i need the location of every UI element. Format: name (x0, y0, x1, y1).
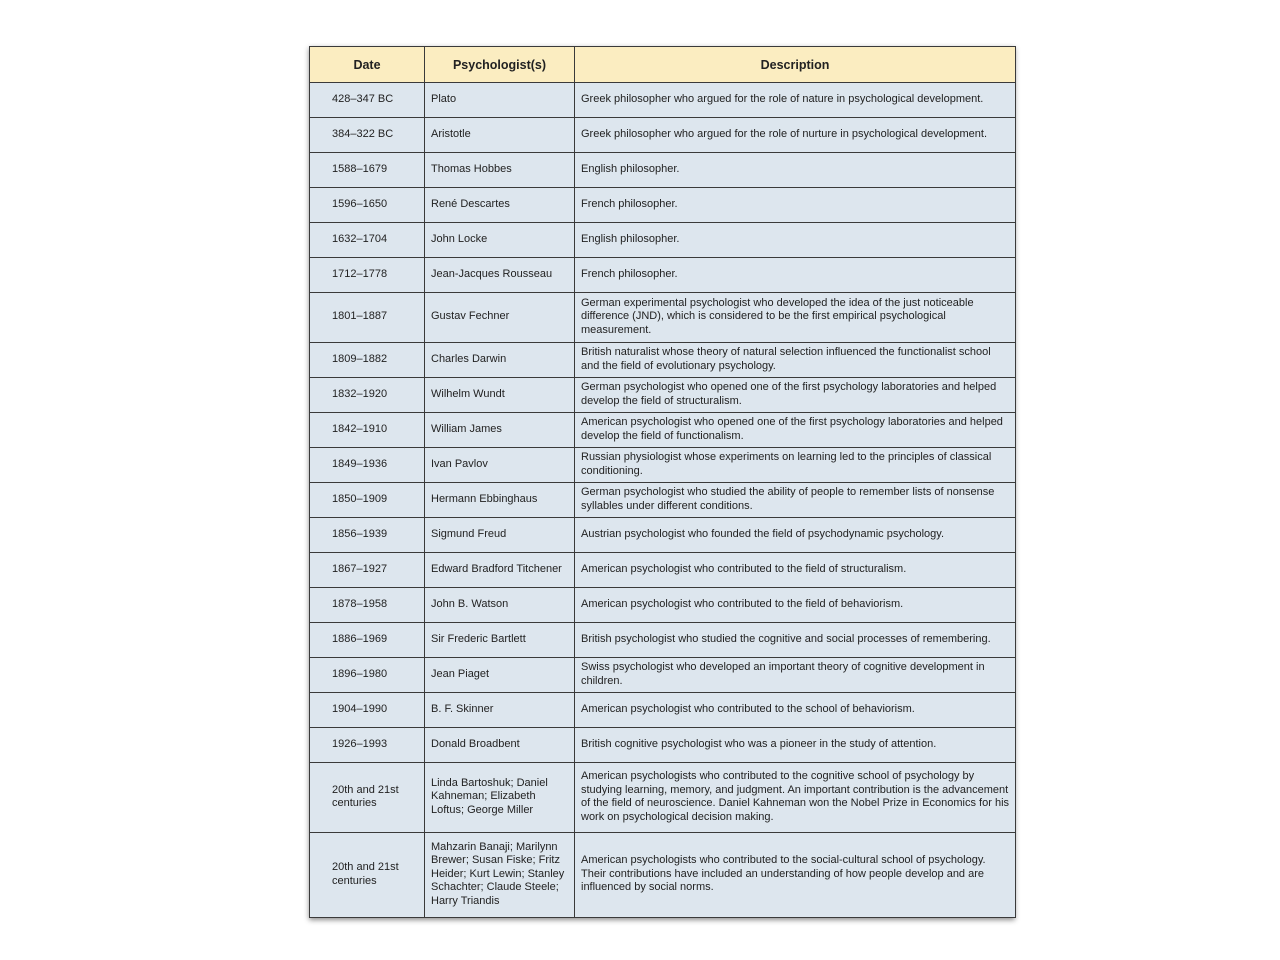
description-cell: British naturalist whose theory of natural selection influenced the functionalist school and the field of evolutionary psychology. (575, 343, 1016, 378)
table-row (310, 258, 1016, 293)
date-cell: 1712–1778 (310, 258, 425, 293)
psychologist-cell: Donald Broadbent (425, 728, 575, 763)
table-row (310, 343, 1016, 378)
table-row (310, 223, 1016, 258)
table-row (310, 83, 1016, 118)
description-cell: British psychologist who studied the cognitive and social processes of remembering. (575, 623, 1016, 658)
table-row (310, 153, 1016, 188)
description-cell: Greek philosopher who argued for the role of nature in psychological development. (575, 83, 1016, 118)
description-cell: English philosopher. (575, 223, 1016, 258)
psychologist-cell: John B. Watson (425, 588, 575, 623)
table-row (310, 763, 1016, 833)
table-row (310, 413, 1016, 448)
date-cell: 1801–1887 (310, 293, 425, 343)
psychologist-cell: Gustav Fechner (425, 293, 575, 343)
psychologist-cell: B. F. Skinner (425, 693, 575, 728)
description-cell: American psychologist who contributed to the school of behaviorism. (575, 693, 1016, 728)
psychologist-cell: William James (425, 413, 575, 448)
date-cell: 1850–1909 (310, 483, 425, 518)
table-header (310, 47, 1016, 83)
date-cell: 1849–1936 (310, 448, 425, 483)
psychologist-cell: Edward Bradford Titchener (425, 553, 575, 588)
date-cell: 1904–1990 (310, 693, 425, 728)
history-table-container (309, 46, 1015, 918)
psychologist-cell: Plato (425, 83, 575, 118)
table-row (310, 483, 1016, 518)
table-row (310, 293, 1016, 343)
header-row (310, 47, 1016, 83)
table-row (310, 728, 1016, 763)
psychologist-cell: Wilhelm Wundt (425, 378, 575, 413)
description-cell: American psychologists who contributed to the social-cultural school of psychology. Their contributions have included an understanding of how people develop and are influenced by social norms. (575, 833, 1016, 918)
date-cell: 1886–1969 (310, 623, 425, 658)
date-cell: 20th and 21st centuries (310, 763, 425, 833)
date-cell: 1856–1939 (310, 518, 425, 553)
psychologist-cell: Thomas Hobbes (425, 153, 575, 188)
description-cell: Russian physiologist whose experiments on learning led to the principles of classical conditioning. (575, 448, 1016, 483)
date-cell: 384–322 BC (310, 118, 425, 153)
table-row (310, 118, 1016, 153)
psychologist-cell: Charles Darwin (425, 343, 575, 378)
date-cell: 1896–1980 (310, 658, 425, 693)
table-row (310, 448, 1016, 483)
description-cell: Swiss psychologist who developed an important theory of cognitive development in children. (575, 658, 1016, 693)
description-cell: German experimental psychologist who developed the idea of the just noticeable difference (JND), which is considered to be the first empirical psychological measurement. (575, 293, 1016, 343)
date-cell: 1832–1920 (310, 378, 425, 413)
psychologist-cell: Aristotle (425, 118, 575, 153)
description-cell: English philosopher. (575, 153, 1016, 188)
date-cell: 20th and 21st centuries (310, 833, 425, 918)
header-description: Description (575, 47, 1016, 83)
header-date: Date (310, 47, 425, 83)
table-row (310, 518, 1016, 553)
description-cell: French philosopher. (575, 258, 1016, 293)
psychologist-cell: Mahzarin Banaji; Marilynn Brewer; Susan Fiske; Fritz Heider; Kurt Lewin; Stanley Schachter; Claude Steele; Harry Triandis (425, 833, 575, 918)
date-cell: 1878–1958 (310, 588, 425, 623)
table-row (310, 588, 1016, 623)
description-cell: French philosopher. (575, 188, 1016, 223)
table-row (310, 188, 1016, 223)
description-cell: German psychologist who studied the ability of people to remember lists of nonsense syllables under different conditions. (575, 483, 1016, 518)
psychologist-cell: René Descartes (425, 188, 575, 223)
date-cell: 1632–1704 (310, 223, 425, 258)
psychologist-cell: Hermann Ebbinghaus (425, 483, 575, 518)
table-row (310, 553, 1016, 588)
table-row (310, 833, 1016, 918)
psychologist-cell: John Locke (425, 223, 575, 258)
date-cell: 1842–1910 (310, 413, 425, 448)
psychology-history-table (309, 46, 1016, 918)
table-row (310, 658, 1016, 693)
psychologist-cell: Linda Bartoshuk; Daniel Kahneman; Elizabeth Loftus; George Miller (425, 763, 575, 833)
description-cell: Austrian psychologist who founded the field of psychodynamic psychology. (575, 518, 1016, 553)
date-cell: 1588–1679 (310, 153, 425, 188)
date-cell: 1867–1927 (310, 553, 425, 588)
date-cell: 1809–1882 (310, 343, 425, 378)
date-cell: 1596–1650 (310, 188, 425, 223)
description-cell: American psychologist who contributed to the field of structuralism. (575, 553, 1016, 588)
table-body (310, 83, 1016, 918)
psychologist-cell: Ivan Pavlov (425, 448, 575, 483)
table-row (310, 693, 1016, 728)
description-cell: American psychologist who opened one of the first psychology laboratories and helped develop the field of functionalism. (575, 413, 1016, 448)
description-cell: Greek philosopher who argued for the role of nurture in psychological development. (575, 118, 1016, 153)
description-cell: British cognitive psychologist who was a pioneer in the study of attention. (575, 728, 1016, 763)
date-cell: 1926–1993 (310, 728, 425, 763)
description-cell: German psychologist who opened one of the first psychology laboratories and helped develop the field of structuralism. (575, 378, 1016, 413)
description-cell: American psychologists who contributed to the cognitive school of psychology by studying learning, memory, and judgment. An important contribution is the advancement of the field of neuroscience. Daniel Kahneman won the Nobel Prize in Economics for his work on psychological decision making. (575, 763, 1016, 833)
psychologist-cell: Sigmund Freud (425, 518, 575, 553)
date-cell: 428–347 BC (310, 83, 425, 118)
header-psychologists: Psychologist(s) (425, 47, 575, 83)
description-cell: American psychologist who contributed to the field of behaviorism. (575, 588, 1016, 623)
psychologist-cell: Jean-Jacques Rousseau (425, 258, 575, 293)
table-row (310, 378, 1016, 413)
table-row (310, 623, 1016, 658)
psychologist-cell: Jean Piaget (425, 658, 575, 693)
psychologist-cell: Sir Frederic Bartlett (425, 623, 575, 658)
